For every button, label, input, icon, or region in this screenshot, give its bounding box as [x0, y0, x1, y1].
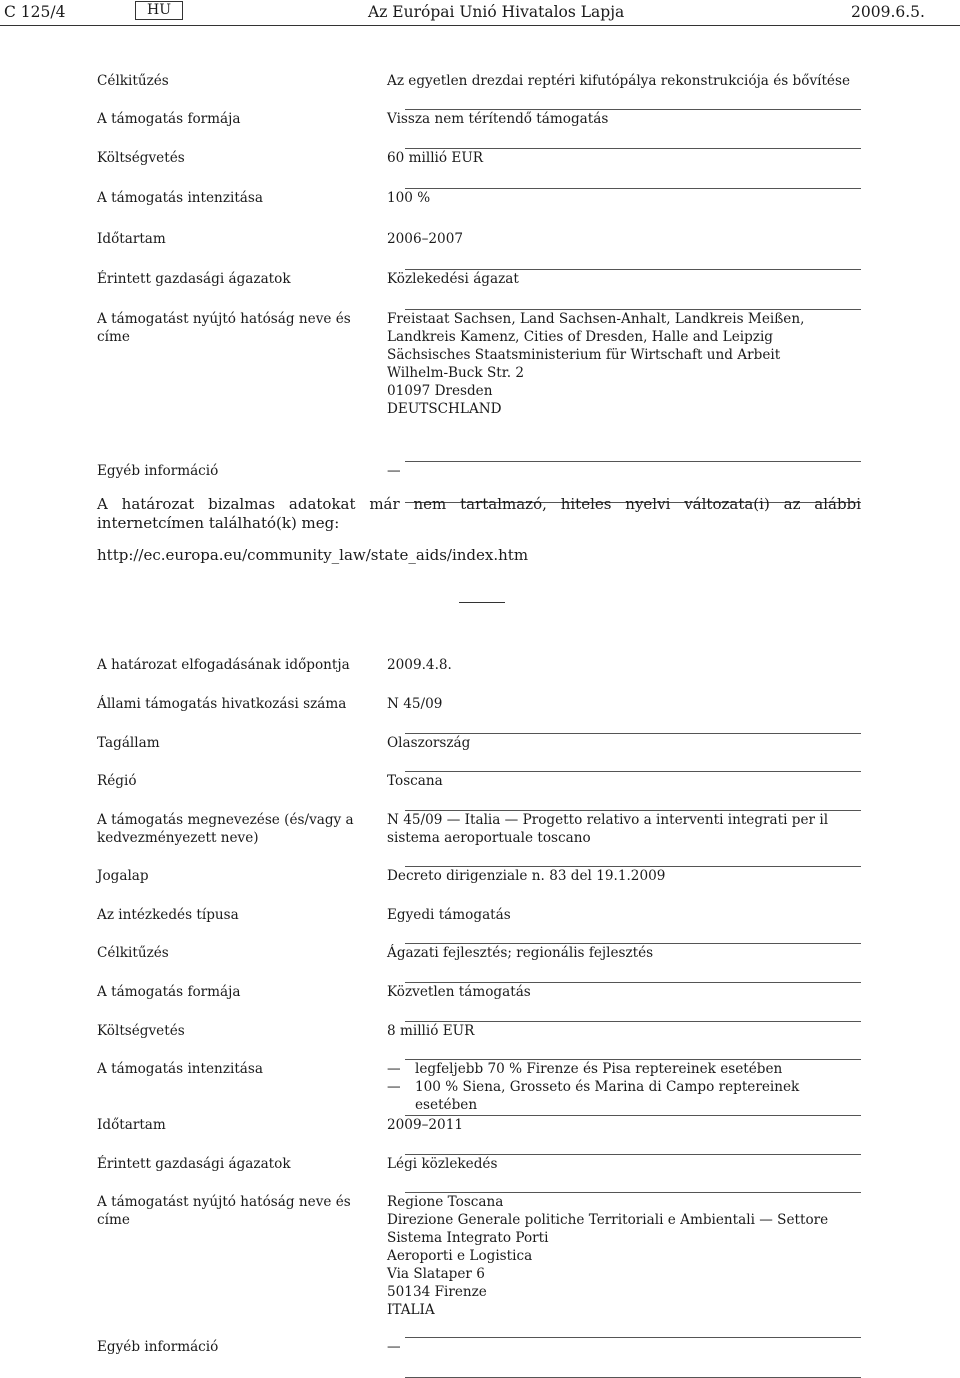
row-label: Érintett gazdasági ágazatok — [97, 1156, 291, 1172]
row-label: Az intézkedés típusa — [97, 907, 239, 923]
table-row — [97, 310, 861, 462]
row-value: Olaszország — [387, 735, 471, 751]
table-row — [97, 695, 861, 734]
row-label: Költségvetés — [97, 1023, 185, 1039]
table-row — [97, 1022, 861, 1060]
row-value: Az egyetlen drezdai reptéri kifutópálya rekonstrukciója és bővítése — [387, 73, 850, 89]
row-value: Ágazati fejlesztés; regionális fejlesztés — [387, 945, 654, 961]
row-value: 2009.4.8. — [387, 657, 452, 673]
row-value: — — [387, 1339, 401, 1355]
row-label: Költségvetés — [97, 150, 185, 166]
row-value: Regione Toscana Direzione Generale politiche Territoriali e Ambientali — Settore Sistema Integrato Porti Aeroporti e Logistica Via Slataper 6 50134 Firenze ITALIA — [387, 1194, 829, 1318]
table-row — [97, 906, 861, 944]
list-dash: — — [387, 1079, 401, 1095]
row-value: Közvetlen támogatás — [387, 984, 531, 1000]
row-value — [387, 1060, 861, 1116]
row-value: — — [387, 463, 401, 479]
row-label: Érintett gazdasági ágazatok — [97, 271, 291, 287]
table-row — [97, 811, 861, 867]
page-header — [0, 0, 960, 26]
row-label: A támogatás intenzitása — [97, 190, 263, 206]
row-label: A támogatást nyújtó hatóság neve és címe — [97, 1194, 351, 1228]
table-row — [97, 983, 861, 1022]
row-value: Vissza nem térítendő támogatás — [387, 111, 609, 127]
list-dash: — — [387, 1061, 401, 1077]
row-value: N 45/09 — [387, 696, 443, 712]
row-value: 8 millió EUR — [387, 1023, 475, 1039]
language-badge: HU — [135, 1, 183, 20]
row-value: Egyedi támogatás — [387, 907, 511, 923]
table-row — [97, 1193, 861, 1338]
table-row — [97, 1060, 861, 1116]
row-label: A támogatás intenzitása — [97, 1061, 263, 1077]
section-separator — [459, 602, 505, 603]
table-row — [97, 189, 861, 230]
row-value: N 45/09 — Italia — Progetto relativo a interventi integrati per il sistema aeroportuale toscano — [387, 812, 829, 846]
row-value: Légi közlekedés — [387, 1156, 498, 1172]
row-label: Állami támogatás hivatkozási száma — [97, 696, 347, 712]
row-label: Jogalap — [97, 868, 149, 884]
row-label: Célkitűzés — [97, 73, 169, 89]
journal-title: Az Európai Unió Hivatalos Lapja — [368, 3, 625, 21]
row-label: A határozat elfogadásának időpontja — [97, 657, 350, 673]
row-value: 100 % — [387, 190, 431, 206]
list-item — [387, 1060, 861, 1078]
row-value: 2006–2007 — [387, 231, 463, 247]
row-label: Egyéb információ — [97, 1339, 219, 1355]
footnote-url[interactable]: http://ec.europa.eu/community_law/state_aids/index.htm — [97, 546, 529, 564]
row-label: A támogatás megnevezése (és/vagy a kedvezményezett neve) — [97, 812, 354, 846]
table-row — [97, 656, 861, 695]
row-label: Célkitűzés — [97, 945, 169, 961]
table-row — [97, 772, 861, 811]
row-value: Decreto dirigenziale n. 83 del 19.1.2009 — [387, 868, 666, 884]
row-value: Közlekedési ágazat — [387, 271, 519, 287]
row-label: Régió — [97, 773, 137, 789]
footnote-text: A határozat bizalmas adatokat már nem tartalmazó, hiteles nyelvi változata(i) az alábbi internetcímen található(k) meg: — [97, 495, 861, 532]
table-row — [97, 1155, 861, 1193]
table-row — [97, 110, 861, 149]
row-label: Tagállam — [97, 735, 160, 751]
table-row — [97, 1116, 861, 1155]
table-row — [97, 1338, 861, 1378]
list-item-text: 100 % Siena, Grosseto és Marina di Campo reptereinek esetében — [415, 1079, 800, 1113]
row-label: A támogatás formája — [97, 984, 241, 1000]
row-label: A támogatást nyújtó hatóság neve és címe — [97, 311, 351, 345]
table-row — [97, 72, 861, 110]
list-item-text: legfeljebb 70 % Firenze és Pisa reptereinek esetében — [415, 1061, 783, 1077]
row-value: 2009–2011 — [387, 1117, 463, 1133]
table-row — [97, 270, 861, 310]
table-row — [97, 944, 861, 983]
list-item — [387, 1078, 861, 1114]
page-reference: C 125/4 — [4, 3, 66, 21]
row-label: Egyéb információ — [97, 463, 219, 479]
aid-table-1 — [97, 72, 861, 503]
row-value: Freistaat Sachsen, Land Sachsen-Anhalt, Landkreis Meißen, Landkreis Kamenz, Cities of Dresden, Halle and Leipzig Sächsisches Staatsministerium für Wirtschaft und Arbeit Wilhelm-Buck Str. 2 01097 Dresden DEUTSCHLAND — [387, 311, 805, 417]
row-value: 60 millió EUR — [387, 150, 484, 166]
table-row — [97, 149, 861, 189]
publication-date: 2009.6.5. — [851, 3, 925, 21]
table-row — [97, 867, 861, 906]
row-label: Időtartam — [97, 1117, 166, 1133]
header-rule — [0, 25, 960, 26]
row-label: Időtartam — [97, 231, 166, 247]
table-row — [97, 734, 861, 772]
row-label: A támogatás formája — [97, 111, 241, 127]
table-row — [97, 230, 861, 270]
aid-table-2 — [97, 656, 861, 1378]
row-value: Toscana — [387, 773, 443, 789]
